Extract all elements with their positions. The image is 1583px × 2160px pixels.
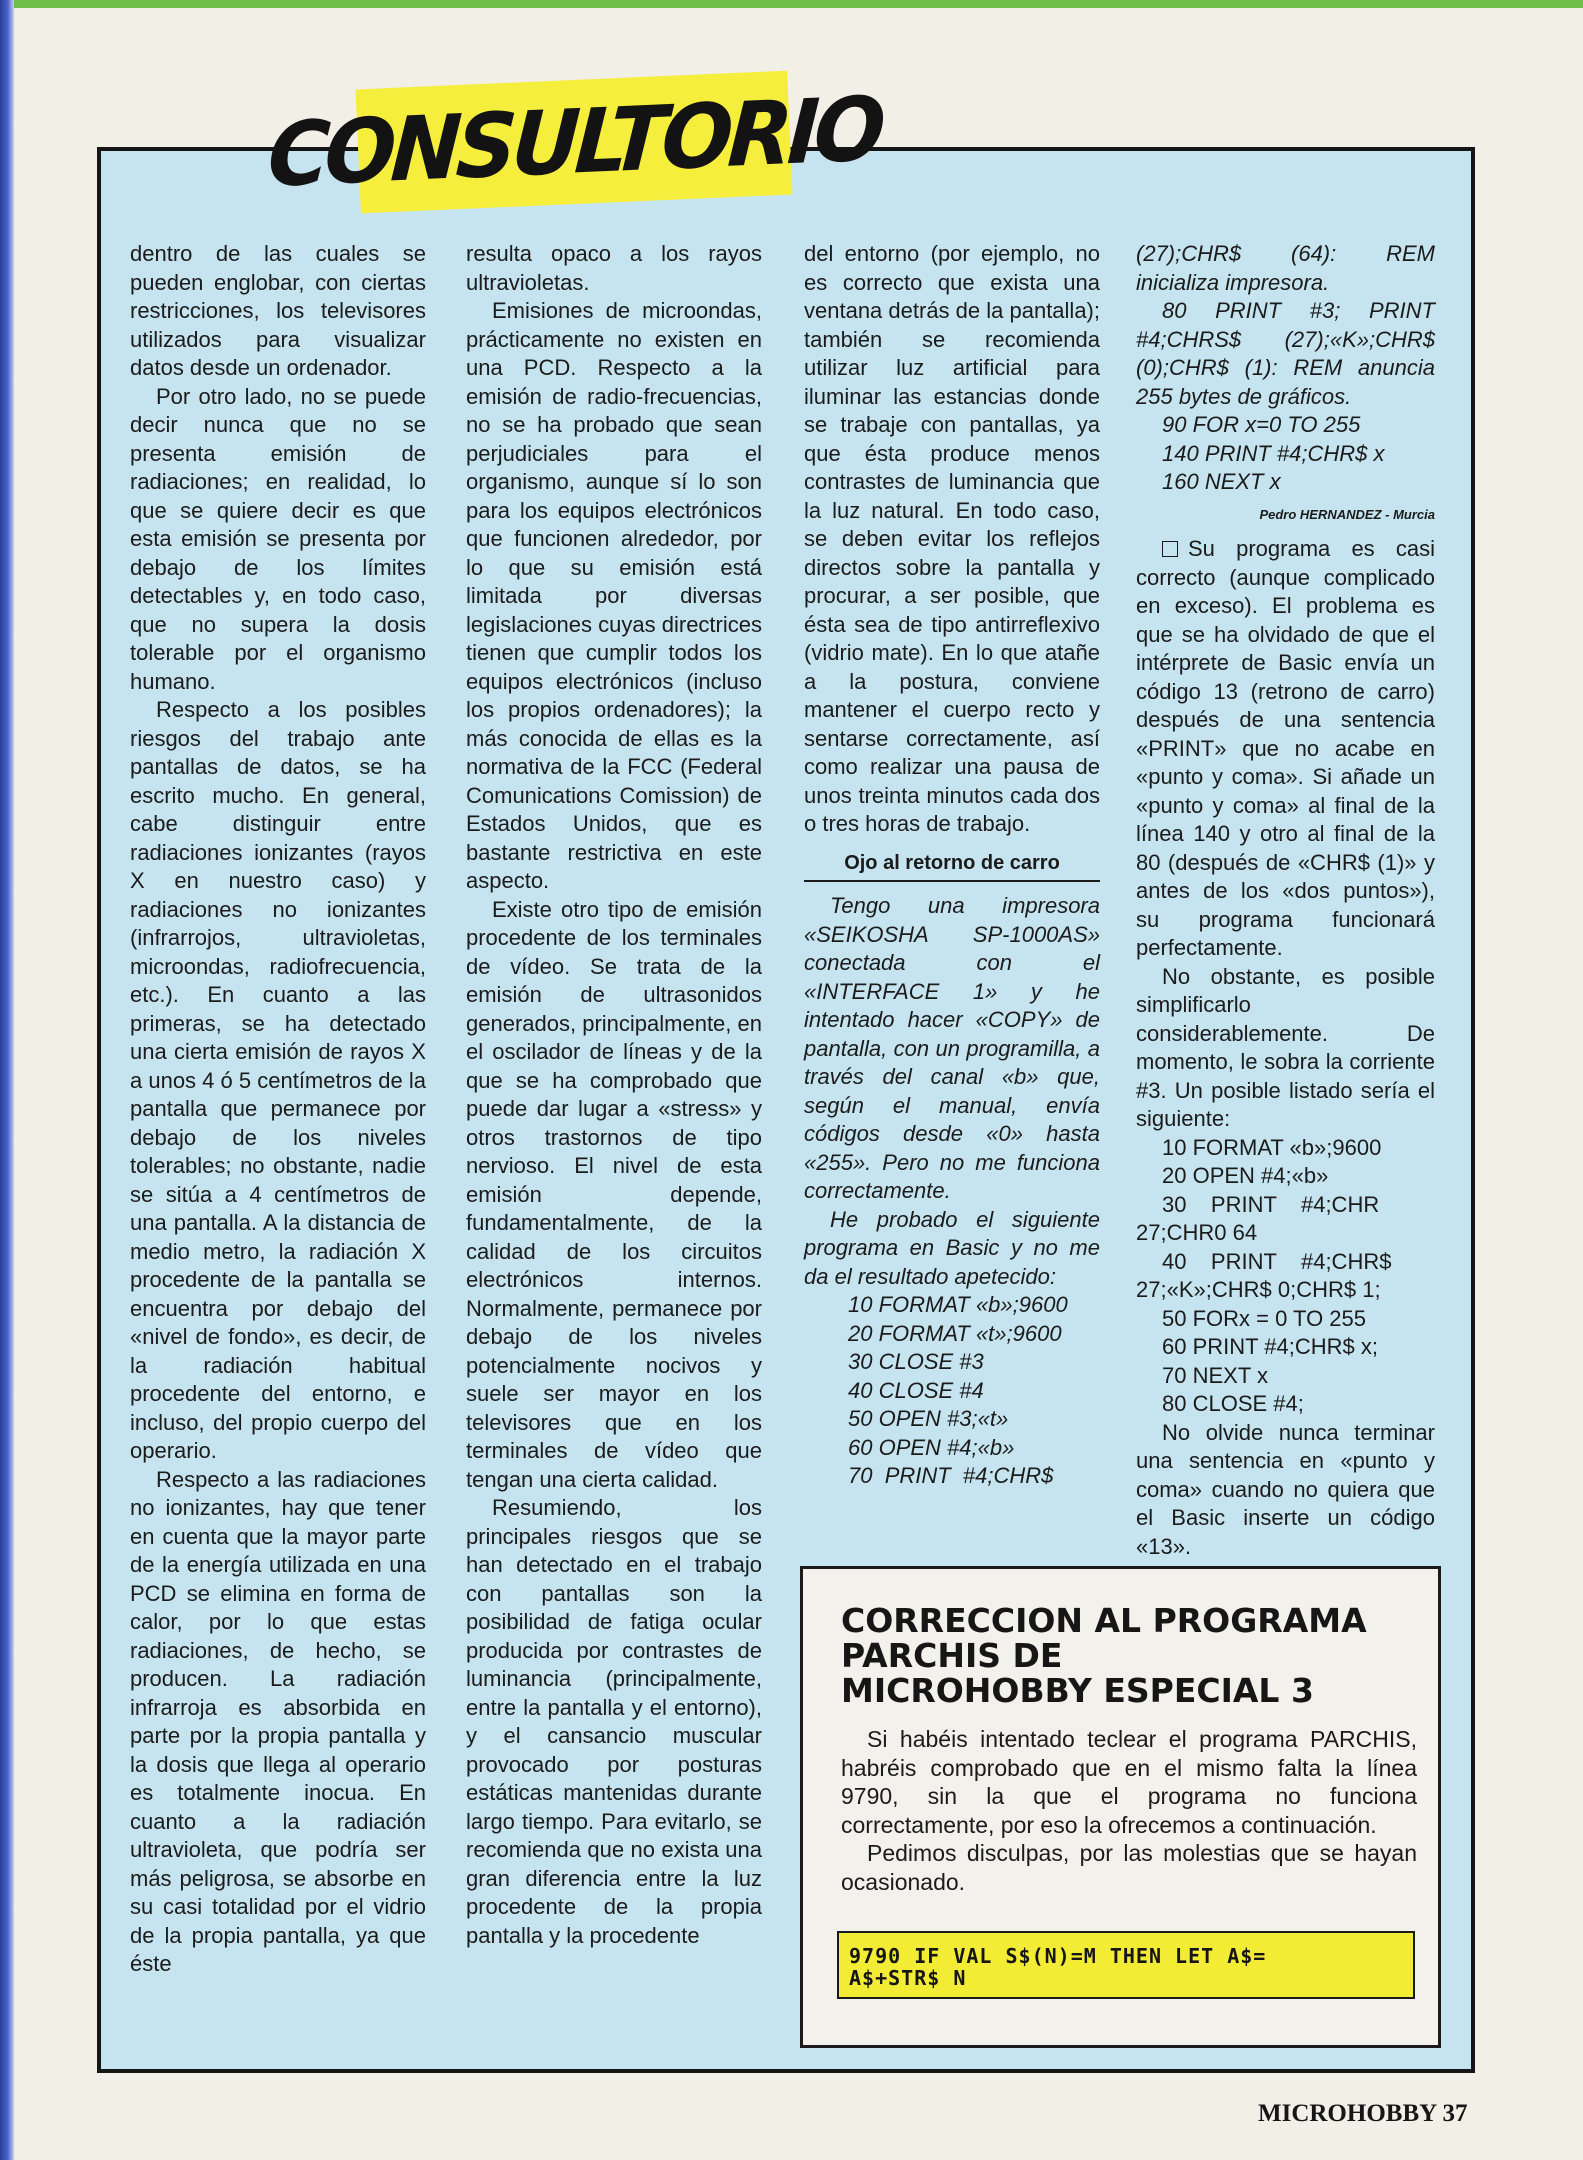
paragraph: resulta opaco a los rayos ultravioletas.	[466, 241, 762, 295]
code-line: 30 PRINT #4;CHR	[1162, 1191, 1380, 1217]
reader-code	[1136, 411, 1435, 497]
top-edge	[0, 0, 1583, 8]
answer-paragraph: Su programa es casi correcto (aunque complicado en exceso). El problema es que se ha olvidado de que el intérprete de Basic envía un código 13 (retrono de carro) después de una sentencia «PRINT» que no acabe en «punto y coma». Si añade un «punto y coma» al final de la línea 140 y otro al final de la 80 (después de «CHR$ (1)» y antes de los «dos puntos»), su programa funcionará perfectamente.	[1136, 536, 1435, 960]
answer-square-icon	[1162, 541, 1178, 557]
code-line: 50 FORx = 0 TO 255	[1162, 1305, 1367, 1331]
code-line: 160 NEXT x	[1162, 469, 1281, 494]
correction-code	[837, 1931, 1415, 1999]
paragraph: Emisiones de microondas, prácticamente no existen en una PCD. Respecto a la emisión de radio-frecuencias, no se ha probado que sean perjudiciales para el organismo, aunque sí lo son para los equipos electrónicos que funcionen alrededor, por lo que su emisión está limitada por diversas legislaciones cuyas directrices tienen que cumplir todos los equipos electrónicos (incluso los propios ordenadores); la más conocida de ellas es la normativa de la FCC (Federal Comunications Comission) de Estados Unidos, que es bastante restrictiva en este aspecto.	[466, 298, 762, 893]
code-listing	[1136, 1134, 1435, 1419]
section-title: CONSULTORIO	[264, 76, 884, 208]
paragraph: Pedimos disculpas, por las molestias que se hayan ocasionado.	[841, 1840, 1417, 1895]
code-line: 30 CLOSE #3	[848, 1349, 984, 1374]
reader-question: He probado el siguiente programa en Basic y no me da el resultado apetecido:	[804, 1206, 1100, 1289]
code-line: 20 OPEN #4;«b»	[1162, 1163, 1329, 1188]
correction-title-line: PARCHIS DE	[841, 1636, 1063, 1675]
code-continuation: 80 PRINT #3; PRINT #4;CHRS$ (27);«K»;CHR$ (0);CHR$ (1): REM anuncia 255 bytes de gráficos.	[1136, 298, 1435, 409]
page-number: 37	[1442, 2100, 1468, 2127]
paragraph: Si habéis intentado teclear el programa PARCHIS, habréis comprobado que en el mismo falta la línea 9790, sin la que el programa no funciona correctamente, por eso la ofrecemos a continuación.	[841, 1726, 1417, 1838]
column-1	[130, 240, 426, 1979]
reader-question: Tengo una impresora «SEIKOSHA SP-1000AS» conectada con el «INTERFACE 1» y he intentado hacer «COPY» de pantalla, con un programilla, a través del canal «b» que, según el manual, envía códigos desde «0» hasta «255». Pero no me funciona correctamente.	[804, 893, 1100, 1203]
code-line: 20 FORMAT «t»;9600	[848, 1320, 1062, 1346]
code-line: 10 FORMAT «b»;9600	[1162, 1134, 1382, 1160]
paragraph: del entorno (por ejemplo, no es correcto que exista una ventana detrás de la pantalla); también se recomienda utilizar luz artificial para iluminar las estancias donde se trabaje con pantallas, ya que ésta produce menos contrastes de luminancia que la luz natural. En todo caso, se deben evitar los reflejos directos sobre la pantalla y procurar, a ser posible, que ésta sea de tipo antirreflexivo (vidrio mate). En lo que atañe a la postura, conviene mantener el cuerpo recto y sentarse correctamente, así como realizar una pausa de unos treinta minutos cada dos o tres horas de trabajo.	[804, 241, 1100, 836]
code-line: A$+STR$ N	[849, 1966, 967, 1990]
code-line: 60 PRINT #4;CHR$ x;	[1162, 1334, 1379, 1359]
reader-signature: Pedro HERNANDEZ - Murcia	[1259, 506, 1435, 522]
page-spine	[0, 0, 14, 2160]
paragraph: Por otro lado, no se puede decir nunca que no se presenta emisión de radiaciones; en realidad, lo que se quiere decir es que esta emisión se presenta por debajo de los límites detectables y, en todo caso, que no supera la dosis tolerable por el organismo humano.	[130, 383, 426, 694]
correction-title-line: MICROHOBBY ESPECIAL 3	[841, 1671, 1314, 1710]
code-line: 50 OPEN #3;«t»	[848, 1406, 1009, 1431]
code-continuation: (27);CHR$ (64): REM inicializa impresora.	[1136, 241, 1435, 295]
paragraph: Respecto a las radiaciones no ionizantes, hay que tener en cuenta que la mayor parte de la energía utilizada en una PCD se elimina en forma de calor, por lo que estas radiaciones, de hecho, se producen. La radiación infrarroja es absorbida en parte por la propia pantalla y la dosis que llega al operario es totalmente inocua. En cuanto a la radiación ultravioleta, que podría ser más peligrosa, se absorbe en su casi totalidad por el vidrio de la propia pantalla, ya que éste	[130, 1466, 426, 1976]
paragraph: Respecto a los posibles riesgos del trabajo ante pantallas de datos, se ha escrito mucho. En general, cabe distinguir entre radiaciones ionizantes (rayos X en nuestro caso) y radiaciones no ionizantes (infrarrojos, ultravioletas, microondas, radiofrecuencia, etc.). En cuanto a las primeras, se ha detectado una cierta emisión de rayos X a unos 4 ó 5 centímetros de la pantalla que permanece por debajo de los niveles tolerables; no obstante, nadie se sitúa a 4 centímetros de una pantalla. A la distancia de medio metro, la radiación X procedente de la pantalla se encuentra por debajo del «nivel de fondo», es decir, de la radiación habitual procedente del entorno, e incluso, del propio cuerpo del operario.	[130, 697, 426, 1463]
code-line: 80 CLOSE #4;	[1162, 1391, 1304, 1416]
code-line: 140 PRINT #4;CHR$ x	[1162, 440, 1385, 466]
correction-title	[841, 1603, 1431, 1708]
code-line: 10 FORMAT «b»;9600	[848, 1292, 1068, 1317]
code-line: 70 NEXT x	[1162, 1362, 1268, 1388]
column-2	[466, 240, 762, 1950]
magazine-name: MICROHOBBY	[1258, 2100, 1437, 2127]
subheading: Ojo al retorno de carro	[804, 849, 1100, 883]
column-4	[1136, 240, 1435, 1561]
answer-paragraph: No obstante, es posible simplificarlo considerablemente. De momento, le sobra la corriente #3. Un posible listado sería el siguiente:	[1136, 963, 1435, 1131]
code-line: 90 FOR x=0 TO 255	[1162, 412, 1361, 437]
page-footer	[1258, 2100, 1468, 2128]
code-line: 27;«K»;CHR$ 0;CHR$ 1;	[1136, 1277, 1381, 1302]
column-3	[804, 240, 1100, 1491]
code-line: 60 OPEN #4;«b»	[848, 1434, 1015, 1460]
paragraph: Resumiendo, los principales riesgos que se han detectado en el trabajo con pantallas son la posibilidad de fatiga ocular producida por contrastes de luminancia (principalmente, entre la pantalla y el entorno), y el cansancio muscular provocado por posturas estáticas mantenidas durante largo tiempo. Para evitarlo, se recomienda que no exista una gran diferencia entre la luz procedente de la propia pantalla y la procedente	[466, 1495, 762, 1948]
correction-body	[841, 1725, 1417, 1896]
correction-title-line: CORRECCION AL PROGRAMA	[841, 1601, 1367, 1640]
answer-paragraph: No olvide nunca terminar una sentencia en «punto y coma» cuando no quiera que el Basic inserte un código «13».	[1136, 1419, 1435, 1559]
code-line: 40 PRINT #4;CHR$	[1162, 1248, 1392, 1274]
correction-box	[800, 1566, 1441, 2048]
reader-code	[804, 1291, 1100, 1491]
code-line: 9790 IF VAL S$(N)=M THEN LET A$=	[849, 1944, 1267, 1968]
section-title-banner	[264, 71, 884, 214]
code-line: 27;CHR0 64	[1136, 1220, 1258, 1245]
paragraph: Existe otro tipo de emisión procedente de los terminales de vídeo. Se trata de la emisión de ultrasonidos generados, principalmente, en el oscilador de líneas y de la que se ha comprobado que puede dar lugar a «stress» y otros trastornos de tipo nervioso. El nivel de esta emisión depende, fundamentalmente, de la calidad de los circuitos electrónicos internos. Normalmente, permanece por debajo de los niveles potencialmente nocivos y suele ser mayor en los televisores que en los terminales de vídeo que tengan una cierta calidad.	[466, 896, 762, 1492]
code-line: 40 CLOSE #4	[848, 1377, 984, 1403]
paragraph: dentro de las cuales se pueden englobar, con ciertas restricciones, los televisores utilizados para visualizar datos desde un ordenador.	[130, 241, 426, 380]
code-line: 70 PRINT #4;CHR$	[848, 1463, 1054, 1488]
